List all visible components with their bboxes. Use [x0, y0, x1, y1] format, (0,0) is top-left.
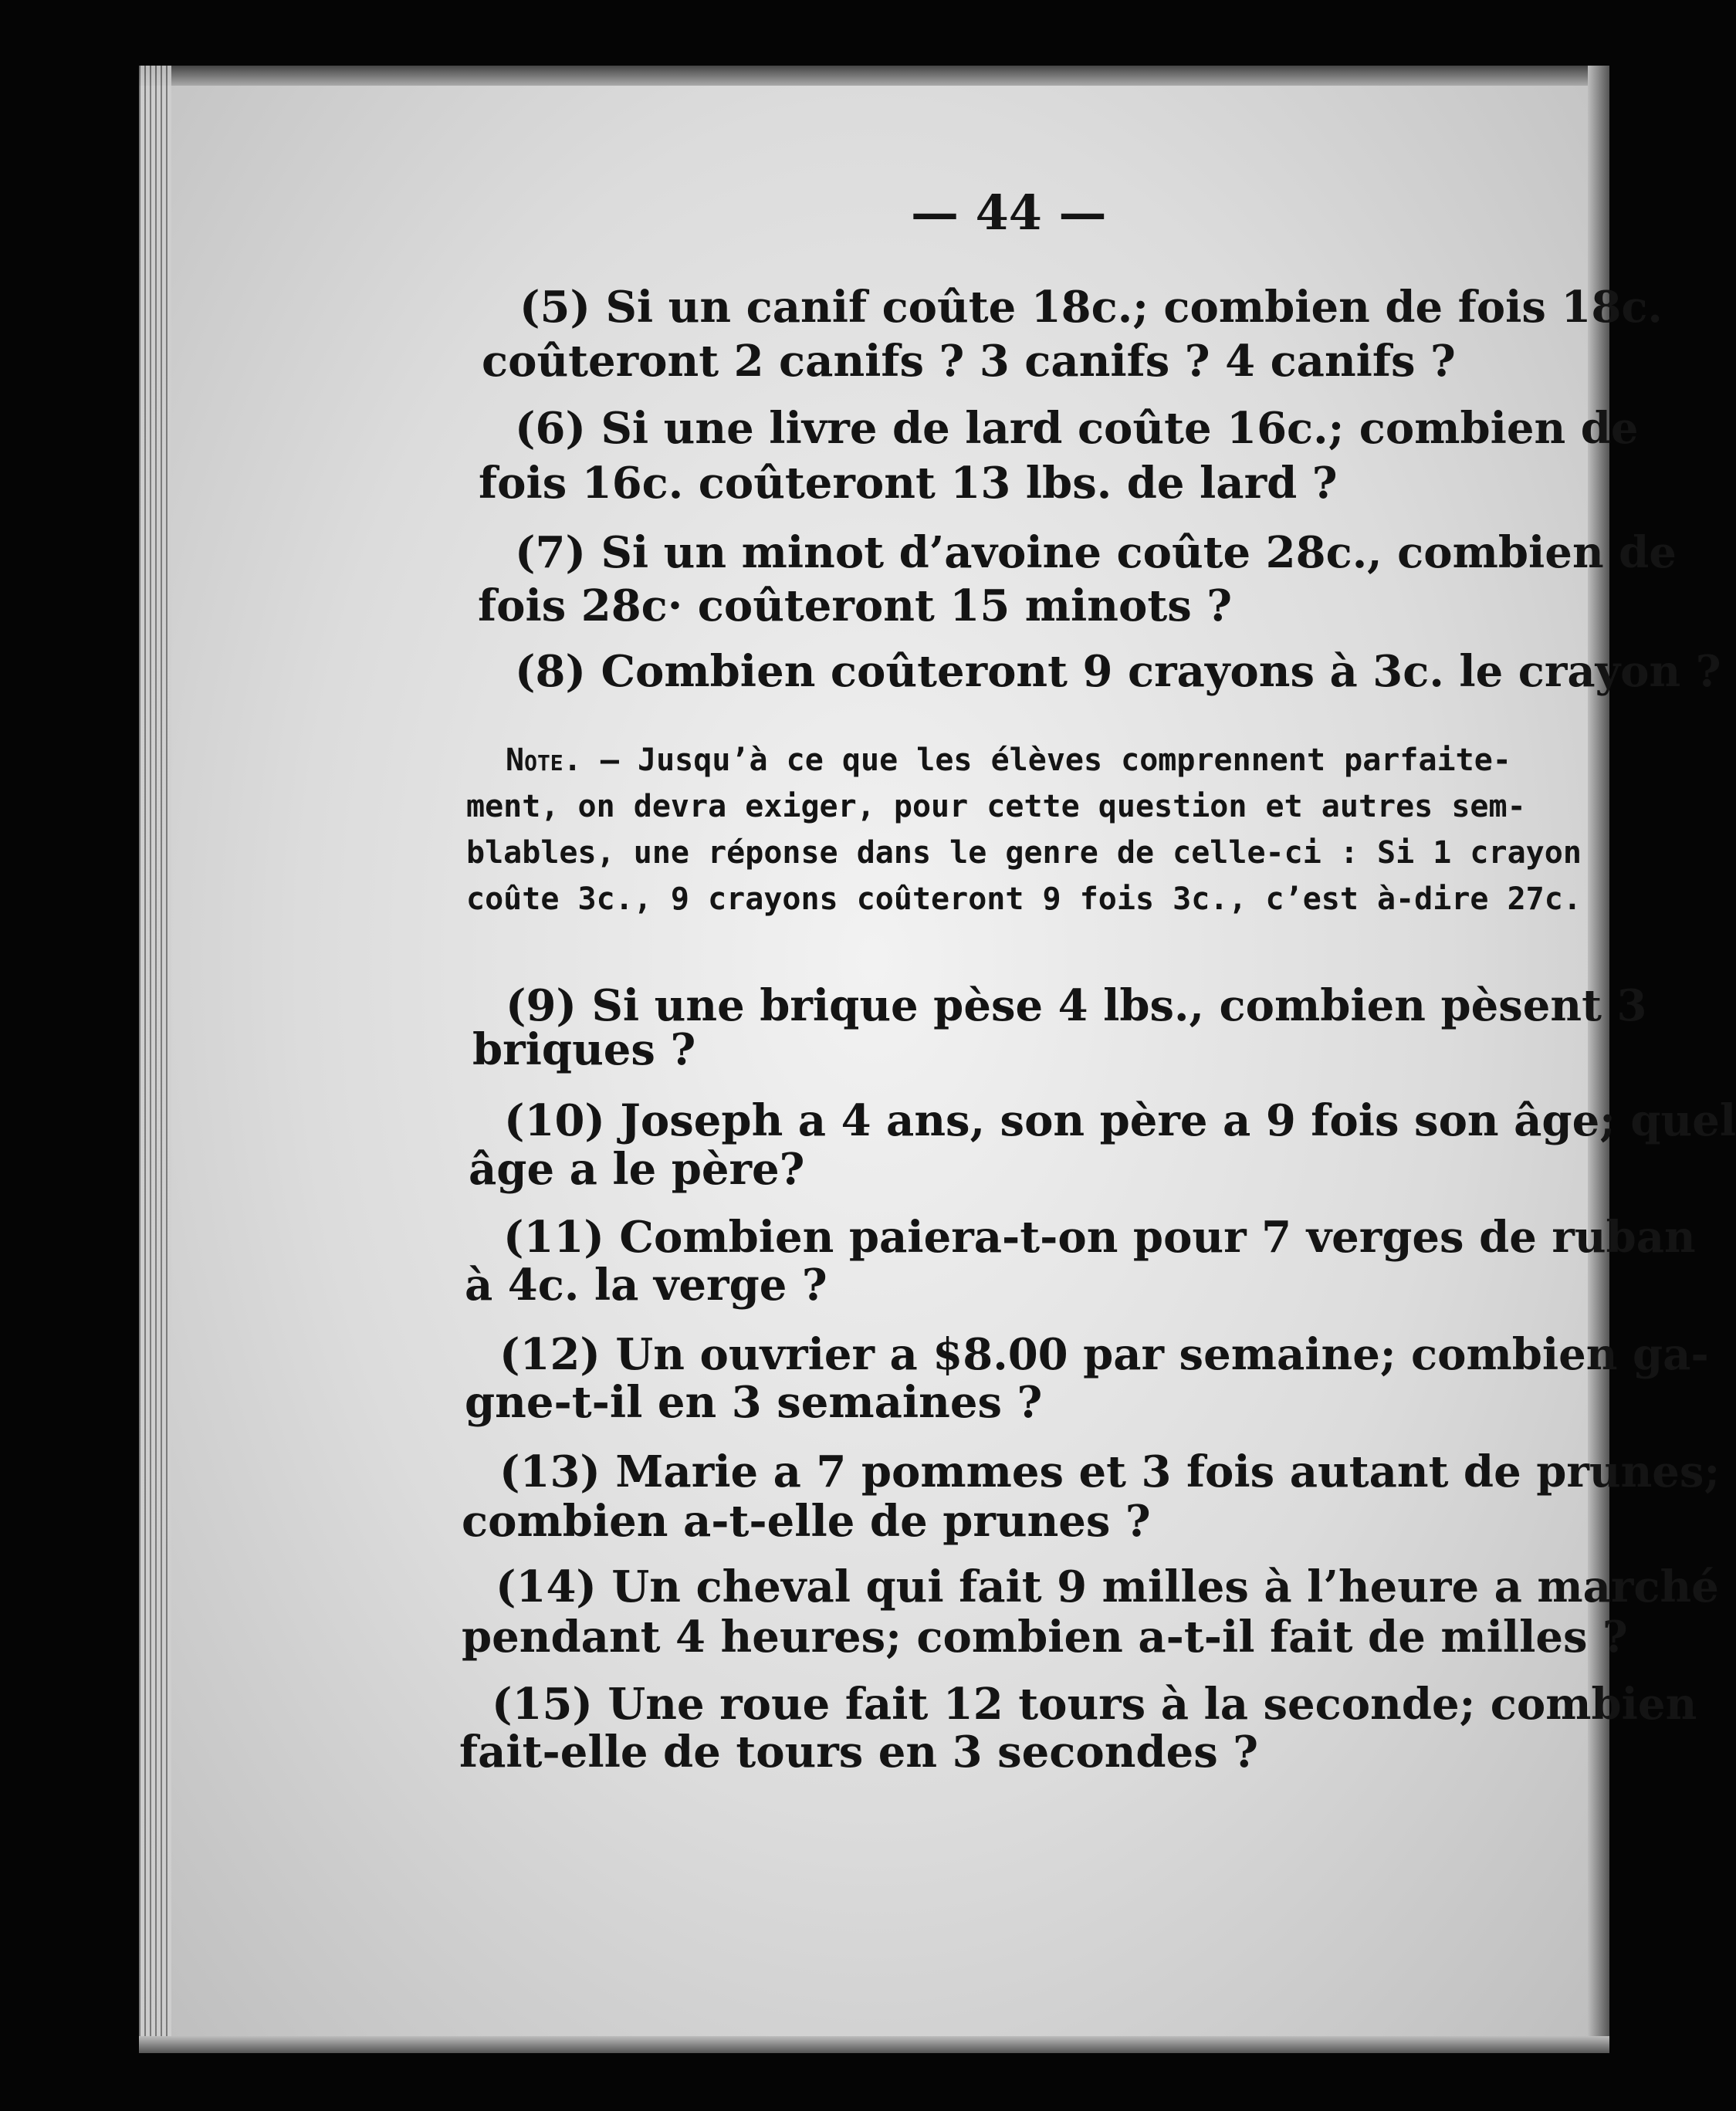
problem-15-line-2: fait-elle de tours en 3 secondes ?: [459, 1727, 1259, 1778]
note-line-3: blables, une réponse dans le genre de celle-ci : Si 1 crayon: [466, 835, 1582, 871]
problem-6-line-1: (6) Si une livre de lard coûte 16c.; combien de: [515, 403, 1639, 454]
note-line-4: coûte 3c., 9 crayons coûteront 9 fois 3c., c’est à-dire 27c.: [466, 881, 1582, 917]
problem-9-line-2: briques ?: [472, 1024, 696, 1075]
problem-15-line-1: (15) Une roue fait 12 tours à la seconde; combien: [492, 1679, 1697, 1730]
note-line-2: ment, on devra exiger, pour cette question et autres sem-: [466, 789, 1526, 824]
problem-14-line-1: (14) Un cheval qui fait 9 milles à l’heure a marché: [496, 1561, 1719, 1612]
left-page-edge: [139, 66, 171, 2053]
problem-12-line-1: (12) Un ouvrier a $8.00 par semaine; combien ga-: [499, 1329, 1709, 1380]
note-label: Note.: [506, 743, 582, 778]
problem-12-line-2: gne-t-il en 3 semaines ?: [465, 1377, 1043, 1428]
problem-10-line-1: (10) Joseph a 4 ans, son père a 9 fois son âge; quel: [504, 1095, 1736, 1146]
problem-5-line-1: (5) Si un canif coûte 18c.; combien de fois 18c.: [519, 282, 1663, 333]
problem-7-line-1: (7) Si un minot d’avoine coûte 28c., combien de: [515, 527, 1677, 578]
problem-14-line-2: pendant 4 heures; combien a-t-il fait de milles ?: [462, 1612, 1628, 1663]
problem-13-line-2: combien a-t-elle de prunes ?: [462, 1496, 1151, 1547]
scanned-page: [139, 66, 1736, 2053]
problem-6-line-2: fois 16c. coûteront 13 lbs. de lard ?: [479, 458, 1338, 509]
problem-8-line-1: (8) Combien coûteront 9 crayons à 3c. le crayon ?: [515, 646, 1721, 697]
page-number: — 44 —: [911, 184, 1107, 241]
problem-13-line-1: (13) Marie a 7 pommes et 3 fois autant de prunes;: [499, 1446, 1721, 1497]
problem-11-line-2: à 4c. la verge ?: [465, 1260, 827, 1311]
problem-9-line-1: (9) Si une brique pèse 4 lbs., combien pèsent 3: [506, 980, 1647, 1031]
problem-5-line-2: coûteront 2 canifs ? 3 canifs ? 4 canifs ?: [482, 336, 1456, 387]
problem-10-line-2: âge a le père?: [469, 1144, 805, 1195]
note-line-1: Note. — Jusqu’à ce que les élèves comprennent parfaite-: [506, 743, 1511, 778]
top-page-edge: [139, 66, 1609, 86]
right-page-edge: [1588, 66, 1609, 2053]
problem-7-line-2: fois 28c· coûteront 15 minots ?: [478, 580, 1233, 631]
bottom-page-edge: [139, 2036, 1609, 2053]
problem-11-line-1: (11) Combien paiera-t-on pour 7 verges de ruban: [503, 1212, 1696, 1263]
